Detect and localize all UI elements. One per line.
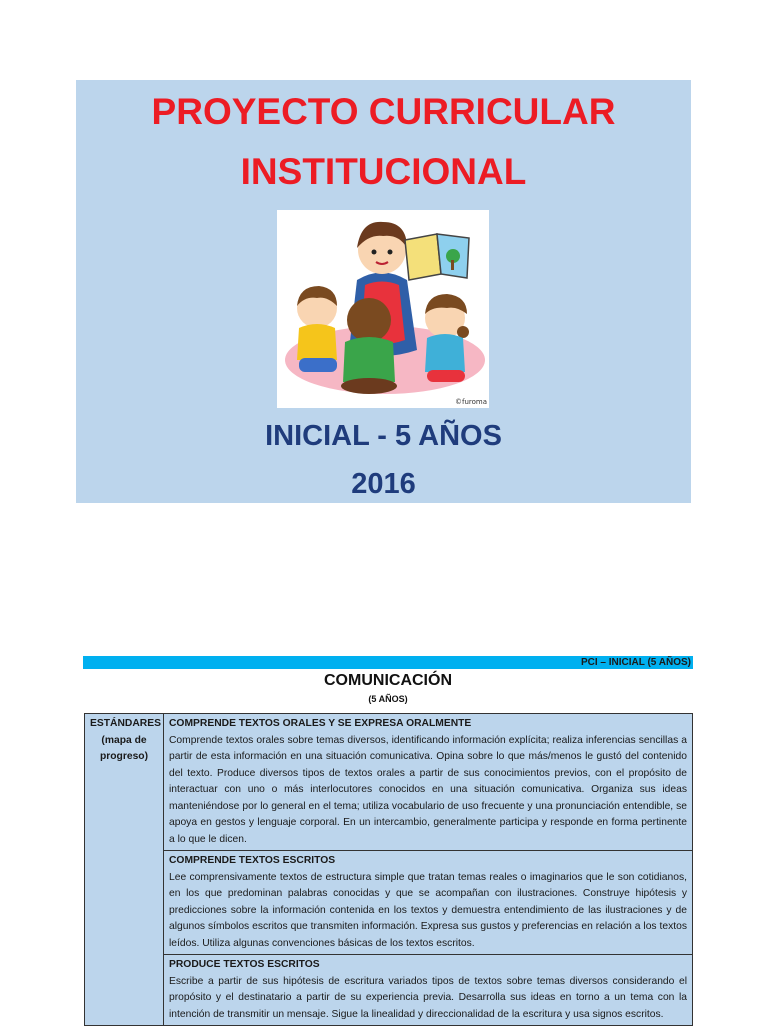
table-row	[85, 851, 693, 955]
teacher-reading-to-children-icon	[277, 210, 489, 408]
section-title: COMUNICACIÓN	[324, 672, 452, 689]
band-label: PCI – INICIAL (5 AÑOS)	[580, 657, 691, 668]
illustration-caption: ©furoma	[455, 398, 488, 406]
standards-header-line1: ESTÁNDARES	[90, 718, 161, 729]
standard-heading: PRODUCE TEXTOS ESCRITOS	[169, 959, 320, 970]
standards-header-cell	[85, 714, 164, 1026]
table-row	[85, 955, 693, 1026]
standard-heading: COMPRENDE TEXTOS ESCRITOS	[169, 855, 336, 866]
cover-panel	[76, 80, 691, 503]
cover-year: 2016	[351, 468, 416, 500]
standard-cell	[164, 955, 693, 1026]
cover-title-line2: INSTITUCIONAL	[240, 151, 527, 192]
table-row	[85, 714, 693, 851]
standard-body: Lee comprensivamente textos de estructura simple que tratan temas reales o imaginarios que le son cotidianos, en los que predominan palabras conocidas y que se acompañan con ilustraciones. Construye hipótesis y predicciones sobre la información contenida en los textos y demuestra entendimiento de las ilustraciones y de algunos símbolos escritos que transmiten información. Expresa sus gustos y preferencias en relación a los textos leídos. Utiliza algunas convenciones básicas de los textos escritos.	[169, 871, 687, 949]
standards-table	[84, 713, 693, 1026]
standard-body: Escribe a partir de sus hipótesis de escritura variados tipos de textos sobre temas diversos considerando el propósito y el destinatario a partir de su experiencia previa. Desarrolla sus ideas en torno a un tema con la intención de transmitir un mensaje. Sigue la linealidad y direccionalidad de la escritura y usa signos escritos.	[169, 975, 687, 1020]
standard-body: Comprende textos orales sobre temas diversos, identificando información explícita; realiza inferencias sencillas a partir de esta información en una situación comunicativa. Opina sobre lo que más/menos le gustó del contenido del texto. Produce diversos tipos de textos orales a partir de sus conocimientos previos, con el propósito de interactuar con uno o más interlocutores conocidos en una situación comunicativa. Organiza sus ideas manteniéndose por lo general en el tema; utiliza vocabulario de uso frecuente y una pronunciación entendible, se apoya en gestos y lenguaje corporal. En un intercambio, generalmente participa y responde en forma pertinente a lo que le dicen.	[169, 734, 687, 845]
cover-title-line1: PROYECTO CURRICULAR	[151, 91, 616, 132]
standards-header-line3: progreso)	[99, 751, 149, 762]
standard-heading: COMPRENDE TEXTOS ORALES Y SE EXPRESA ORALMENTE	[169, 718, 472, 729]
standard-cell	[164, 851, 693, 955]
section-subtitle: (5 AÑOS)	[368, 694, 408, 704]
standard-cell	[164, 714, 693, 851]
cover-level: INICIAL - 5 AÑOS	[265, 420, 502, 452]
standards-header-line2: (mapa de	[101, 734, 147, 746]
section-header-band	[83, 656, 693, 669]
